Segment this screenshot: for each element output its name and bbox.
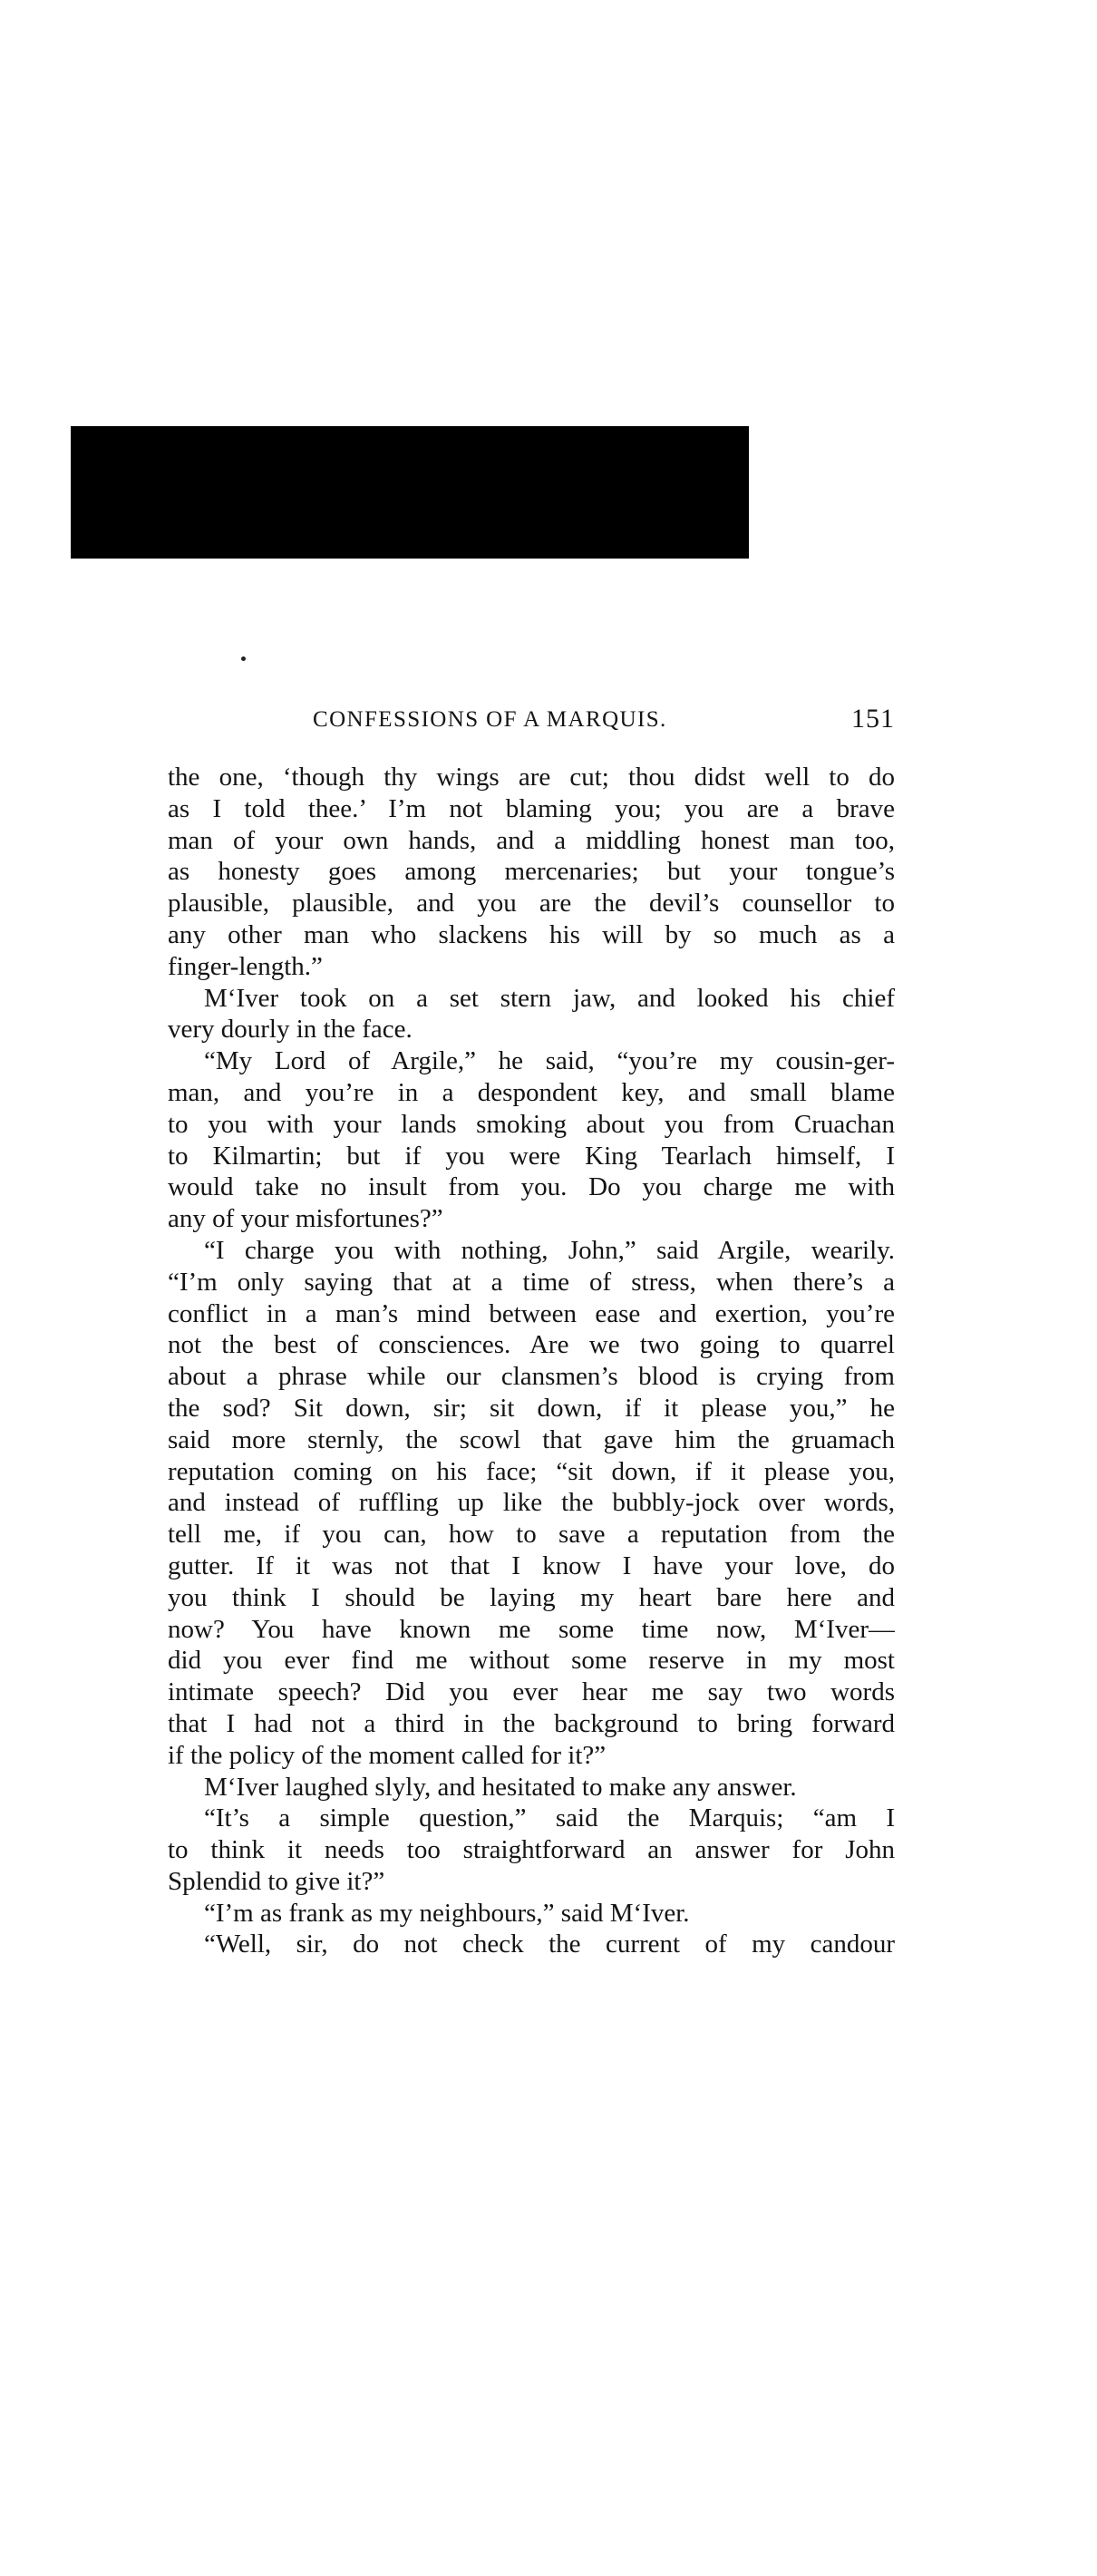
text-line: to you with your lands smoking about you from Cruachan: [168, 1109, 895, 1139]
text-line: said more sternly, the scowl that gave him the gruamach: [168, 1424, 895, 1454]
text-line: the sod? Sit down, sir; sit down, if it please you,” he: [168, 1393, 895, 1423]
redaction-block: [71, 426, 749, 559]
running-head: [168, 704, 895, 740]
text-line: Splendid to give it?”: [168, 1866, 385, 1896]
text-line: did you ever find me without some reserve in my most: [168, 1646, 895, 1676]
text-line: not the best of consciences. Are we two going to quarrel: [168, 1330, 895, 1360]
text-line: “I’m as frank as my neighbours,” said M‘Iver.: [204, 1898, 690, 1928]
text-line: plausible, plausible, and you are the devil’s counsellor to: [168, 889, 895, 919]
text-line: “Well, sir, do not check the current of my candour: [204, 1930, 895, 1959]
stray-ink-dot: [241, 656, 246, 661]
text-line: conflict in a man’s mind between ease and exertion, you’re: [168, 1298, 895, 1328]
text-line: M‘Iver took on a set stern jaw, and looked his chief: [204, 983, 895, 1013]
text-line: finger-length.”: [168, 951, 323, 981]
text-line: as honesty goes among mercenaries; but your tongue’s: [168, 857, 895, 887]
text-line: man of your own hands, and a middling honest man too,: [168, 825, 895, 855]
text-line: intimate speech? Did you ever hear me say two words: [168, 1677, 895, 1707]
running-title: CONFESSIONS OF A MARQUIS.: [313, 707, 667, 732]
text-line: to Kilmartin; but if you were King Tearlach himself, I: [168, 1141, 895, 1171]
text-line: reputation coming on his face; “sit down, if it please you,: [168, 1456, 895, 1486]
text-line: and instead of ruffling up like the bubbly-jock over words,: [168, 1488, 895, 1518]
text-line: about a phrase while our clansmen’s blood is crying from: [168, 1362, 895, 1392]
text-line: gutter. If it was not that I know I have your love, do: [168, 1550, 895, 1580]
text-line: as I told thee.’ I’m not blaming you; you are a brave: [168, 793, 895, 823]
text-line: tell me, if you can, how to save a reputation from the: [168, 1520, 895, 1550]
text-line: M‘Iver laughed slyly, and hesitated to make any answer.: [204, 1772, 797, 1802]
text-line: to think it needs too straightforward an answer for John: [168, 1835, 895, 1865]
text-line: you think I should be laying my heart bare here and: [168, 1582, 895, 1612]
body-text: [168, 762, 895, 1960]
text-line: “It’s a simple question,” said the Marquis; “am I: [204, 1803, 895, 1833]
text-line: now? You have known me some time now, M‘Iver—: [168, 1614, 895, 1644]
text-line: any of your misfortunes?”: [168, 1204, 443, 1234]
text-line: “I charge you with nothing, John,” said Argile, wearily.: [204, 1235, 895, 1265]
page-number: 151: [851, 704, 895, 734]
text-line: the one, ‘though thy wings are cut; thou didst well to do: [168, 763, 895, 792]
text-line: “I’m only saying that at a time of stress, when there’s a: [168, 1267, 895, 1297]
text-line: if the policy of the moment called for it?”: [168, 1740, 607, 1770]
text-line: man, and you’re in a despondent key, and small blame: [168, 1077, 895, 1107]
text-line: would take no insult from you. Do you charge me with: [168, 1172, 895, 1202]
text-line: “My Lord of Argile,” he said, “you’re my cousin-ger-: [204, 1046, 895, 1076]
text-line: that I had not a third in the background to bring forward: [168, 1708, 895, 1738]
text-line: very dourly in the face.: [168, 1015, 413, 1045]
text-line: any other man who slackens his will by so much as a: [168, 919, 895, 949]
